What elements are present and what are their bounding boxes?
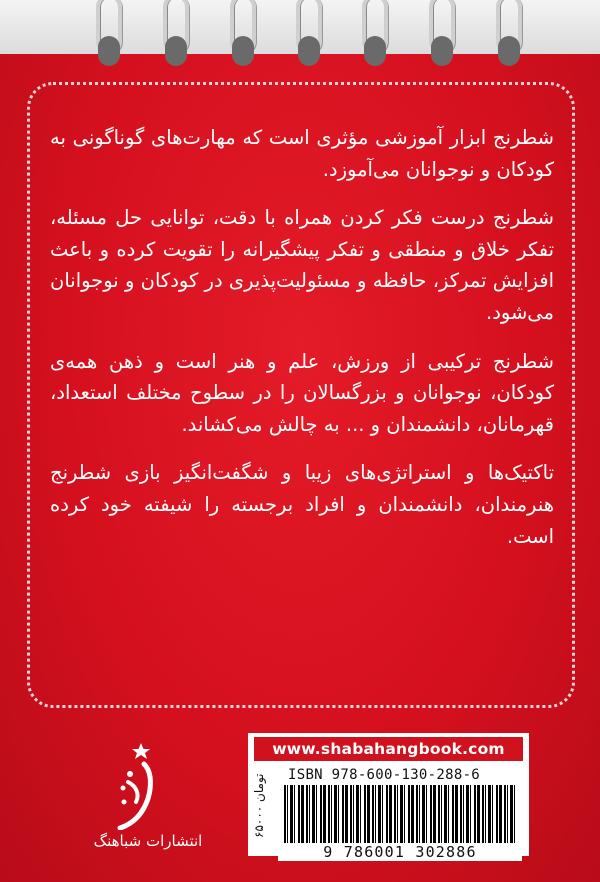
binding-hole <box>364 36 386 66</box>
barcode-digits: 9 786001 302886 <box>278 843 522 861</box>
blurb-paragraph-1: شطرنج ابزار آموزشی مؤثری است که مهارت‌های گوناگونی به کودکان و نوجوانان می‌آموزد. <box>50 126 554 181</box>
isbn-barcode-panel <box>248 733 529 861</box>
back-cover-blurb <box>50 122 554 569</box>
barcode-image <box>284 785 516 843</box>
price-label: ۶۵۰۰۰ تومان <box>252 773 266 839</box>
blurb-paragraph-3: شطرنج ترکیبی از ورزش، علم و هنر است و ذهن همه‌ی کودکان، نوجوانان و بزرگسالان را در سطوح مختلف استعداد، قهرمانان، دانشمندان و ... به چالش می‌کشاند. <box>50 349 554 436</box>
binding-hole <box>298 36 320 66</box>
binding-hole <box>431 36 453 66</box>
isbn-number: ISBN 978-600-130-288-6 <box>288 767 481 783</box>
binding-hole <box>232 36 254 66</box>
binding-hole <box>98 36 120 66</box>
blurb-paragraph-4: تاکتیک‌ها و استراتژی‌های زیبا و شگفت‌انگیز بازی شطرنج هنرمندان، دانشمندان و افراد برجسته را شیفته خود کرده است. <box>50 461 554 548</box>
publisher-name: انتشارات شباهنگ <box>93 832 203 850</box>
publisher-website[interactable]: www.shabahangbook.com <box>254 737 523 761</box>
blurb-paragraph-2: شطرنج درست فکر کردن همراه با دقت، توانایی حل مسئله، تفکر خلاق و منطقی و تفکر پیشگیرانه را تقویت کرده و باعث افزایش تمرکز، حافظه و مسئولیت‌پذیری در کودکان و نوجوانان می‌شود. <box>50 206 554 324</box>
binding-hole <box>498 36 520 66</box>
shabahang-star-logo <box>100 740 170 830</box>
binding-hole <box>165 36 187 66</box>
